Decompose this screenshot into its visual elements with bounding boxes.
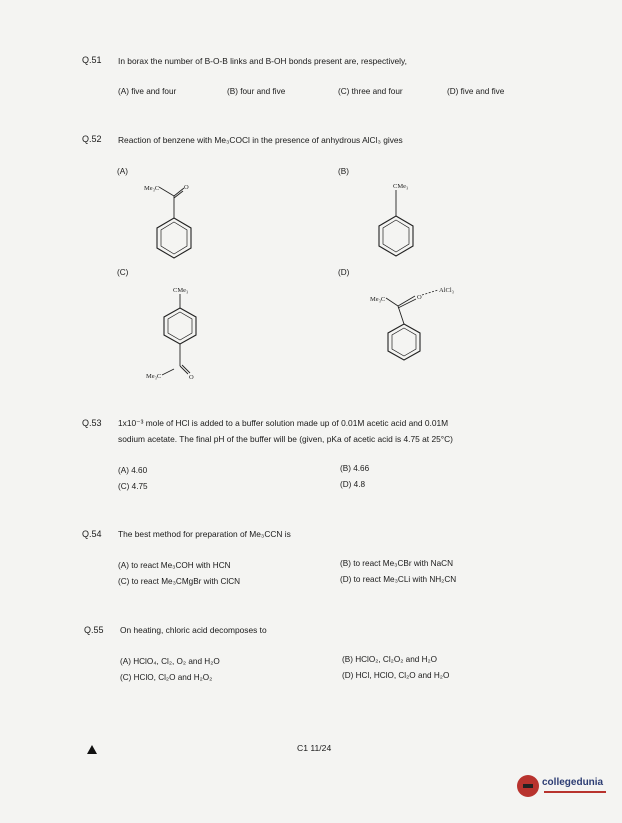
question-number: Q.51 xyxy=(82,55,102,65)
structure-b xyxy=(352,176,432,268)
option-a: (A) HClO₄, Cl₂, O₂ and H₂O xyxy=(120,657,220,666)
me3c-group-label: Me₃C xyxy=(370,296,386,303)
brand-tagline-stripe xyxy=(544,791,606,793)
option-d-label: (D) xyxy=(338,268,350,277)
option-b: (B) HClO₂, Cl₂O₂ and H₂O xyxy=(342,655,438,664)
option-a-label: (A) xyxy=(117,167,128,176)
option-c: (C) HClO, Cl₂O and H₂O₂ xyxy=(120,673,213,682)
option-a: (A) to react Me₃COH with HCN xyxy=(118,561,231,570)
structure-c xyxy=(140,280,220,384)
alcl3-group-label: AlCl₃ xyxy=(439,287,454,294)
option-c: (C) three and four xyxy=(338,87,403,96)
question-text: The best method for preparation of Me₃CCN is xyxy=(118,529,291,539)
option-c: (C) to react Me₃CMgBr with ClCN xyxy=(118,577,241,586)
question-text: Reaction of benzene with Me₃COCl in the presence of anhydrous AlCl₃ gives xyxy=(118,135,403,145)
option-b-label: (B) xyxy=(338,167,349,176)
option-c-label: (C) xyxy=(117,268,129,277)
oxygen-label: O xyxy=(417,294,422,301)
page-number: C1 11/24 xyxy=(297,743,332,753)
option-b: (B) to react Me₃CBr with NaCN xyxy=(340,559,453,568)
option-d: (D) HCl, HClO, Cl₂O and H₂O xyxy=(342,671,450,680)
option-d: (D) 4.8 xyxy=(340,480,366,489)
question-number: Q.55 xyxy=(84,625,104,635)
option-d: (D) to react Me₃CLi with NH₂CN xyxy=(340,575,457,584)
cme3-group-label: CMe₃ xyxy=(173,287,189,294)
question-number: Q.54 xyxy=(82,529,102,539)
option-c: (C) 4.75 xyxy=(118,482,148,491)
me3c-group-label: Me₃C xyxy=(144,185,160,192)
question-text: 1x10⁻³ mole of HCl is added to a buffer solution made up of 0.01M acetic acid and 0.01M xyxy=(118,418,449,428)
question-text: In borax the number of B-O-B links and B-OH bonds present are, respectively, xyxy=(118,56,407,66)
oxygen-label: O xyxy=(189,374,194,381)
question-number: Q.52 xyxy=(82,134,102,144)
option-a: (A) five and four xyxy=(118,87,177,96)
question-text-continued: sodium acetate. The final pH of the buffer will be (given, pKa of acetic acid is 4.75 at 25°C) xyxy=(118,434,453,444)
triangle-marker-icon xyxy=(87,745,97,754)
me3c-group-label: Me₃C xyxy=(146,373,162,380)
graduation-cap-icon xyxy=(517,775,539,797)
structure-d xyxy=(368,280,478,370)
brand-logo xyxy=(517,772,615,808)
option-d: (D) five and five xyxy=(447,87,505,96)
question-text: On heating, chloric acid decomposes to xyxy=(120,625,267,635)
option-b: (B) 4.66 xyxy=(340,464,370,473)
question-number: Q.53 xyxy=(82,418,102,428)
structure-a xyxy=(130,176,210,268)
oxygen-label: O xyxy=(184,184,189,191)
option-a: (A) 4.60 xyxy=(118,466,148,475)
brand-name: collegedunia xyxy=(542,777,604,788)
cme3-group-label: CMe₃ xyxy=(393,183,409,190)
option-b: (B) four and five xyxy=(227,87,286,96)
